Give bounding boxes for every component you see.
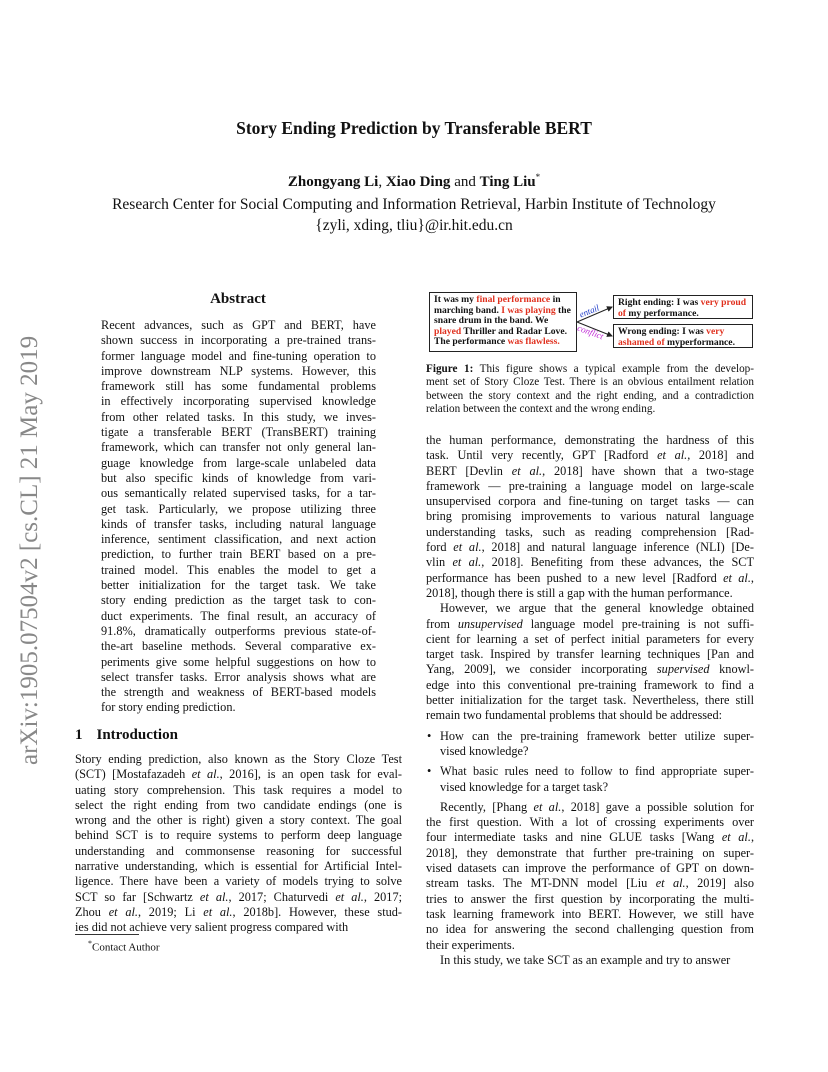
bullet-dot-icon: • <box>427 728 432 743</box>
right-column-body <box>426 433 754 968</box>
text-line: Recently, [Phang et al., 2018] gave a possible solution for <box>440 799 755 814</box>
figure-arrows <box>426 290 756 356</box>
corresponding-mark: * <box>535 172 541 182</box>
text-line: understanding tasks, such as reading comprehension [Rad- <box>426 524 754 539</box>
abstract-line: better initialization for the target task. We take <box>101 578 376 593</box>
text-line: What basic rules need to follow to find appropriate super- <box>440 764 754 779</box>
author-name: Ting Liu <box>479 174 536 190</box>
text-line: 2018], though there is still a gap with the human performance. <box>426 585 733 600</box>
text-line: better initialization for the target task. Nevertheless, there still <box>426 693 754 708</box>
text-line: BERT [Devlin et al., 2018] have shown that a two-stage <box>426 463 754 478</box>
entail-label: entail <box>577 302 601 320</box>
text-line: task learning framework into BERT. However, we still have <box>426 906 754 921</box>
abstract-line: for story ending prediction. <box>101 700 236 715</box>
text-line: unsupervised corpora and fine-tuning on target tasks — can <box>426 494 754 509</box>
highlighted-phrase: final performance <box>476 294 551 305</box>
highlighted-phrase: played <box>434 325 462 337</box>
text-line: bring promising improvements to various natural language <box>426 509 754 524</box>
text-line: the first question. With a lot of crossing experiments over <box>426 815 754 830</box>
caption-line: relation between the context and the wrong ending. <box>426 402 656 415</box>
author-emails: {zyli, xding, tliu}@ir.hit.edu.cn <box>315 217 513 234</box>
plain-phrase: Wrong ending: I was <box>618 326 707 337</box>
paragraph <box>426 800 754 953</box>
abstract-line: shown success in incorporating a pre-trained trans- <box>101 333 376 348</box>
abstract-line: kinds of transfer tasks, including natural language <box>101 516 376 531</box>
abstract-heading: Abstract <box>210 291 266 307</box>
text-line: vised knowledge for a target task? <box>440 779 609 794</box>
caption-line <box>426 363 754 376</box>
text-line: vised datasets can improve the performance of GPT on down- <box>426 861 754 876</box>
arxiv-stamp <box>16 305 42 765</box>
abstract-line: the strength and weakness of BERT-based models <box>101 685 376 700</box>
abstract-line: former language model and fine-tuning operation to <box>101 348 376 363</box>
text-line: In this study, we take SCT as an example and try to answer <box>440 952 731 967</box>
section-title: Introduction <box>96 727 178 743</box>
abstract-line: tigate a transferable BERT (TransBERT) training <box>101 425 376 440</box>
footnote-divider <box>75 934 139 935</box>
abstract-line: get task. Particularly, we propose utilizing three <box>101 501 376 516</box>
text-line: How can the pre-training framework better utilize super- <box>440 728 754 743</box>
paragraph <box>426 601 754 723</box>
abstract-line: inference, sentiment classification, and next action <box>101 532 376 547</box>
intro-line: behind SCT is to require systems to perform deep language <box>75 828 402 843</box>
plain-phrase: It was my <box>434 294 477 305</box>
text-line: vised knowledge? <box>440 743 529 758</box>
intro-line: Story ending prediction, also known as the Story Cloze Test <box>75 752 402 766</box>
bullet-item <box>426 764 754 795</box>
text-line: edge into this conventional pre-training framework to find a <box>426 677 754 692</box>
text-line: 2018], they demonstrate that further pre-training on super- <box>426 845 754 860</box>
intro-line: narrative understanding, which is essential for Artificial Intel- <box>75 859 402 874</box>
bullet-item <box>426 729 754 760</box>
text-line: no idea for answering the second challenging question from <box>426 922 754 937</box>
text-line: Yang, 2009], we consider incorporating supervised knowl- <box>426 662 754 677</box>
text-line: ford et al., 2018] and natural language inference (NLI) [De- <box>426 540 754 555</box>
caption-line: ment set of Story Cloze Test. There is an obvious entailment relation <box>426 376 754 389</box>
intro-line: uating story comprehension. This task requires a model to <box>75 782 402 797</box>
highlighted-phrase: very ashamed of <box>618 326 725 348</box>
text-line: vlin et al., 2018]. Benefiting from these advances, the SCT <box>426 555 754 570</box>
text-line: However, we argue that the general knowledge obtained <box>440 601 754 616</box>
intro-line: (SCT) [Mostafazadeh et al., 2016], is an open task for eval- <box>75 767 403 782</box>
author-list <box>0 172 828 191</box>
intro-line: understanding and commonsense reasoning for successful <box>75 843 402 858</box>
footnote-mark: * <box>88 939 92 948</box>
footnote-text: Contact Author <box>92 941 160 954</box>
abstract-line: ous semantically related supervised tasks, for a tar- <box>101 486 376 501</box>
section-number: 1 <box>75 727 83 743</box>
paragraph <box>426 953 754 968</box>
paragraph <box>426 433 754 601</box>
abstract-line: from other related tasks. In this study, we inves- <box>101 409 376 424</box>
abstract-line: the-art baseline methods. Several comparative ex- <box>101 639 376 654</box>
text-line: four intermediate tasks and nine GLUE tasks [Wang et al., <box>426 830 755 845</box>
text-line: stream tasks. The MT-DNN model [Liu et al., 2019] also <box>426 876 754 891</box>
text-line: remain two fundamental problems that should be addressed: <box>426 708 723 723</box>
author-separator: , <box>378 174 386 190</box>
highlighted-phrase: was flawless. <box>507 336 560 348</box>
text-line: from unsupervised language model pre-training is not suffi- <box>426 616 754 631</box>
author-name: Zhongyang Li <box>287 174 379 190</box>
abstract-line: periments give some helpful suggestions on how to <box>101 654 376 669</box>
plain-phrase: in marching band. <box>434 294 561 316</box>
abstract-line: framework, which can transfer not only general lan- <box>101 440 376 455</box>
abstract-line: duct experiments. The final result, an accuracy of <box>101 608 376 623</box>
abstract-line: framework still has some fundamental problems <box>101 379 376 394</box>
footnote <box>88 939 160 954</box>
abstract-line: trained model. This enables the model to get a <box>101 562 376 577</box>
plain-phrase: Thriller and Radar Love. The performance <box>434 325 568 348</box>
plain-phrase: the snare drum in the band. We <box>434 304 571 327</box>
plain-phrase: my performance. <box>626 307 699 319</box>
intro-line: select the right ending from two candidate endings (one is <box>75 797 402 812</box>
intro-line: ies did not achieve very salient progress compared with <box>75 920 349 935</box>
author-separator: and <box>450 174 480 190</box>
abstract-line: Recent advances, such as GPT and BERT, have <box>101 318 376 332</box>
text-line: performance has been pushed to a new level [Radford et al., <box>426 570 754 585</box>
section-heading-introduction <box>75 727 178 744</box>
paper-title: Story Ending Prediction by Transferable BERT <box>236 118 592 138</box>
intro-line: ligence. There have been a variety of models trying to solve <box>75 874 402 889</box>
abstract-line: 91.8%, dramatically outperforms previous state-of- <box>101 623 376 638</box>
caption-label: Figure 1: <box>426 363 474 375</box>
intro-line: Zhou et al., 2019; Li et al., 2018b]. However, these stud- <box>75 904 403 919</box>
figure-caption <box>426 363 754 416</box>
abstract-line: select transfer tasks. Error analysis shows what are <box>101 669 376 684</box>
text-line: framework — pre-training a language model on large-scale <box>426 478 754 493</box>
arxiv-stamp-text: arXiv:1905.07504v2 [cs.CL] 21 May 2019 <box>16 335 43 765</box>
author-name: Xiao Ding <box>385 174 451 190</box>
abstract-line: but also specific kinds of knowledge from vari- <box>101 470 376 485</box>
plain-phrase: myperformance. <box>664 336 735 348</box>
plain-phrase: Right ending: I was <box>618 297 701 308</box>
affiliation: Research Center for Social Computing and Information Retrieval, Harbin Institute of Technology <box>112 196 716 213</box>
abstract-line: in effectively incorporating supervised knowledge <box>101 394 376 409</box>
intro-line: SCT so far [Schwartz et al., 2017; Chaturvedi et al., 2017; <box>75 889 403 904</box>
caption-line: between the story context and the right ending, and a contradiction <box>426 389 754 402</box>
highlighted-phrase: very proud of <box>618 297 747 319</box>
caption-text: This figure shows a typical example from the develop- <box>473 363 755 375</box>
abstract-line: improve downstream NLP systems. However, this <box>101 363 376 378</box>
text-line: cient for learning a set of perfect initial parameters for every <box>426 631 754 646</box>
text-line: task. Until very recently, GPT [Radford et al., 2018] and <box>426 448 754 463</box>
text-line: target task. Inspired by transfer learning techniques [Pan and <box>426 647 754 662</box>
bullet-dot-icon: • <box>427 764 432 779</box>
abstract-line: guage knowledge from large-scale unlabeled data <box>101 455 376 470</box>
conflict-label: conflict <box>576 322 605 342</box>
abstract-body <box>101 318 376 716</box>
text-line: their experiments. <box>426 937 515 952</box>
text-line: tries to answer the first question by incorporating the multi- <box>426 891 754 906</box>
highlighted-phrase: I was playing <box>501 304 556 316</box>
intro-line: wrong and the other is right) given a story context. The goal <box>75 813 402 828</box>
abstract-line: prediction, to further train BERT based on a pre- <box>101 547 376 562</box>
text-line: the human performance, demonstrating the hardness of this <box>426 433 754 447</box>
abstract-line: story ending prediction as the target task to con- <box>101 593 376 608</box>
figure-1 <box>426 290 756 356</box>
introduction-body <box>75 752 402 936</box>
